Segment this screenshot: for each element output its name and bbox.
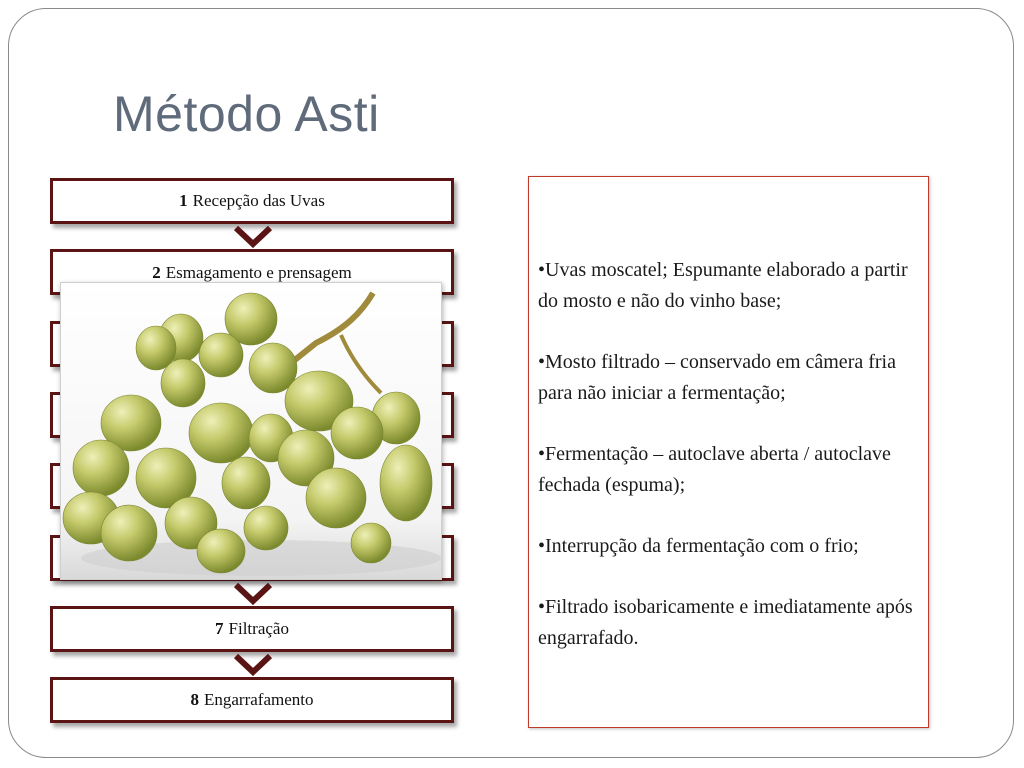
step-number: 1 xyxy=(179,191,188,210)
down-arrow-icon xyxy=(233,226,273,250)
step-number: 8 xyxy=(190,690,199,709)
bullet-text: •Mosto filtrado – conservado em câmera fria para não iniciar a fermentação; xyxy=(538,351,896,404)
step-number: 2 xyxy=(152,263,161,282)
down-arrow-icon xyxy=(233,583,273,607)
description-text-box xyxy=(528,176,929,728)
bullet-text: •Uvas moscatel; Espumante elaborado a partir do mosto e não do vinho base; xyxy=(538,259,908,312)
bullet-text: •Filtrado isobaricamente e imediatamente após engarrafado. xyxy=(538,596,913,649)
bullet-text: •Interrupção da fermentação com o frio; xyxy=(538,535,859,557)
step-1-box xyxy=(50,178,454,224)
step-number: 7 xyxy=(215,619,224,638)
step-8-box xyxy=(50,677,454,723)
step-label: Recepção das Uvas xyxy=(192,191,325,210)
slide-title: Método Asti xyxy=(113,86,380,142)
step-7-box xyxy=(50,606,454,652)
step-label: Engarrafamento xyxy=(204,690,314,709)
bullet-text: •Fermentação – autoclave aberta / autoclave fechada (espuma); xyxy=(538,443,891,496)
green-grapes-photo xyxy=(60,282,442,580)
step-label: Esmagamento e prensagem xyxy=(165,263,352,282)
step-label: Filtração xyxy=(228,619,289,638)
down-arrow-icon xyxy=(233,654,273,678)
